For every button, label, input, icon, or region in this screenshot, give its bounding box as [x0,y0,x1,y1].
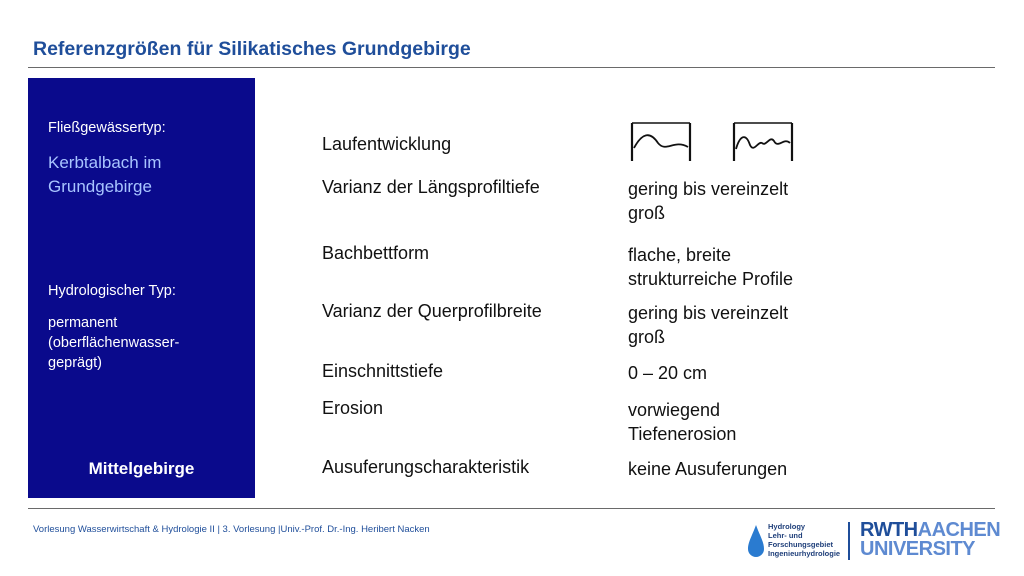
top-divider [28,67,995,68]
row-label-erosion: Erosion [322,398,384,418]
rwth-logo-line2: UNIVERSITY [860,538,976,560]
rwth-logo [860,521,1000,559]
row-value-line1: vorwiegend [628,400,721,420]
stream-type-value-line1: Kerbtalbach im [48,153,162,172]
row-value-line2: groß [628,203,666,223]
course-profile-icon [732,121,794,163]
hydro-value-line2: (oberflächenwasser- [48,335,180,351]
bottom-divider [28,508,995,509]
hydro-logo-line4: Ingenieurhydrologie [768,549,841,558]
footer-text: Vorlesung Wasserwirtschaft & Hydrologie II | 3. Vorlesung |Univ.-Prof. Dr.-Ing. Heribert Nacken [33,524,430,535]
hydro-value-line3: geprägt) [48,355,103,371]
hydrological-type-value [48,313,238,373]
row-value-einschnittstiefe: 0 – 20 cm [628,363,708,383]
row-value-line2: groß [628,327,666,347]
row-value-line1: gering bis vereinzelt [628,303,789,323]
row-value-line2: strukturreiche Profile [628,269,794,289]
stream-type-value [48,151,161,199]
row-value-line1: flache, breite [628,245,732,265]
row-value-line1: gering bis vereinzelt [628,179,789,199]
hydrology-logo-text [768,522,840,558]
rwth-logo-part2: AACHEN [917,519,1001,541]
hydrological-type-label: Hydrologischer Typ: [48,283,176,299]
water-drop-icon [747,524,765,560]
row-label-bachbettform: Bachbettform [322,243,430,263]
hydro-logo-line3: Forschungsgebiet [768,540,834,549]
row-value-bachbettform [628,243,828,291]
hydrology-logo [745,519,841,565]
hydro-value-line1: permanent [48,315,118,331]
region-label: Mittelgebirge [88,459,195,478]
row-value-laengsprofiltiefe [628,177,828,225]
row-label-laufentwicklung: Laufentwicklung [322,134,452,154]
row-value-erosion [628,398,828,446]
stream-type-label: Fließgewässertyp: [48,120,166,136]
row-label-ausuferung: Ausuferungscharakteristik [322,457,530,477]
row-value-querprofilbreite [628,301,828,349]
row-label-einschnittstiefe: Einschnittstiefe [322,361,444,381]
logo-divider [848,522,850,560]
row-value-ausuferung: keine Ausuferungen [628,459,788,479]
stream-type-value-line2: Grundgebirge [48,177,152,196]
course-profile-icon [630,121,692,163]
row-label-laengsprofiltiefe: Varianz der Längsprofiltiefe [322,177,540,197]
slide-title: Referenzgrößen für Silikatisches Grundgebirge [33,38,471,60]
row-label-querprofilbreite: Varianz der Querprofilbreite [322,301,542,321]
rwth-logo-part1: RWTH [860,519,918,541]
sidebar-panel [28,78,255,498]
hydro-logo-line2: Lehr- und [768,531,803,540]
row-value-line2: Tiefenerosion [628,424,737,444]
hydro-logo-line1: Hydrology [768,522,806,531]
